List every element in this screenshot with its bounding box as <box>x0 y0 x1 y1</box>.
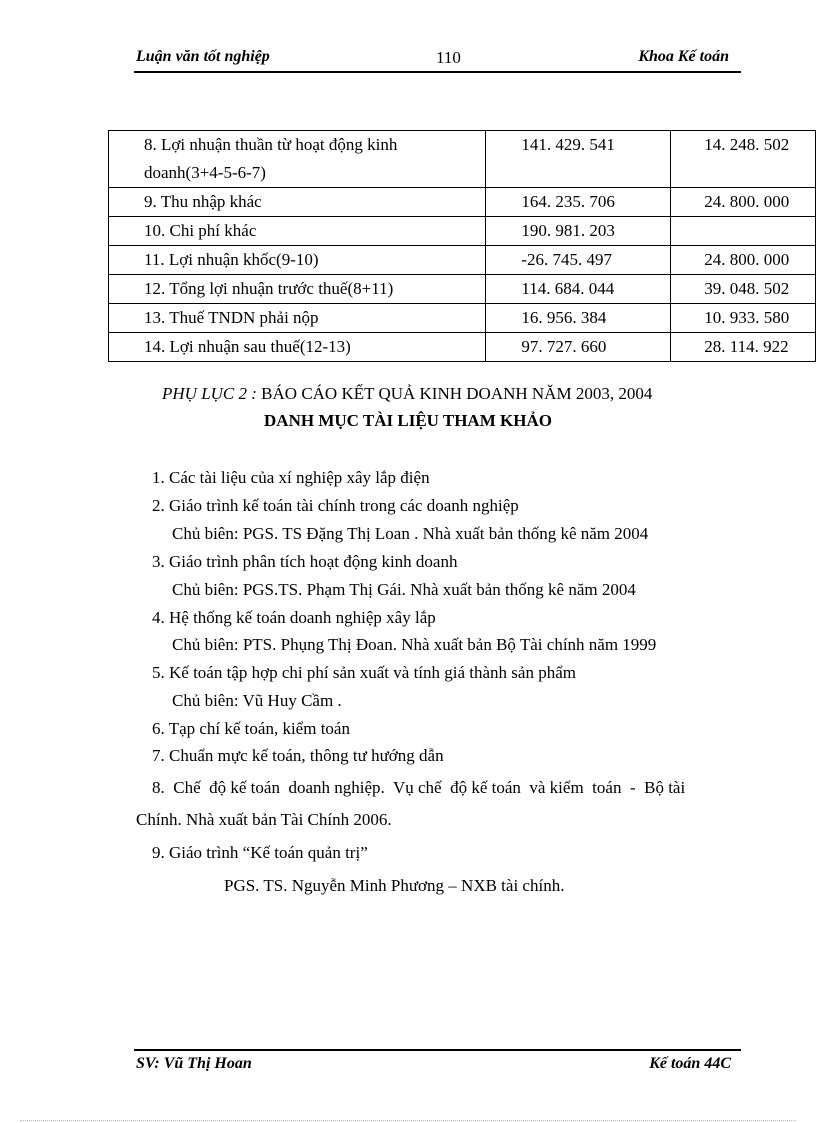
header-divider <box>134 71 741 73</box>
appendix-prefix: PHỤ LỤC 2 : <box>162 384 257 403</box>
value-2003: -26. 745. 497 <box>486 246 671 275</box>
value-2004: 39. 048. 502 <box>671 275 816 304</box>
list-item-continuation: Chính. Nhà xuất bản Tài Chính 2006. <box>136 810 392 829</box>
page-footer <box>134 1055 741 1079</box>
row-label: 9. Thu nhập khác <box>109 188 486 217</box>
row-label: 13. Thuế TNDN phải nộp <box>109 304 486 333</box>
appendix-caption <box>162 384 652 404</box>
row-label: 14. Lợi nhuận sau thuế(12-13) <box>109 333 486 362</box>
value-2003: 190. 981. 203 <box>486 217 671 246</box>
reference-editor: Chủ biên: PGS. TS Đặng Thị Loan . Nhà xuất bản thống kê năm 2004 <box>172 524 649 543</box>
value-2004: 24. 800. 000 <box>671 188 816 217</box>
value-2003: 97. 727. 660 <box>486 333 671 362</box>
references-title: DANH MỤC TÀI LIỆU THAM KHẢO <box>264 411 552 430</box>
list-item: 2. Giáo trình kế toán tài chính trong các doanh nghiệp <box>152 496 519 515</box>
page-number: 110 <box>436 48 461 67</box>
list-item: 8. Chế độ kế toán doanh nghiệp. Vụ chế độ kế toán và kiểm toán - Bộ tài <box>152 778 686 797</box>
footer-class: Kế toán 44C <box>649 1055 731 1072</box>
value-2004: 24. 800. 000 <box>671 246 816 275</box>
list-item: 4. Hệ thống kế toán doanh nghiệp xây lắp <box>152 608 436 627</box>
appendix-text: BÁO CÁO KẾT QUẢ KINH DOANH NĂM 2003, 2004 <box>256 384 653 403</box>
reference-editor: Chủ biên: PGS.TS. Phạm Thị Gái. Nhà xuất bản thống kê năm 2004 <box>172 580 636 599</box>
page-header <box>134 48 741 72</box>
table-row <box>109 188 816 217</box>
header-thesis-label: Luận văn tốt nghiệp <box>136 48 270 65</box>
value-2004: 28. 114. 922 <box>671 333 816 362</box>
value-2003: 164. 235. 706 <box>486 188 671 217</box>
table-row <box>109 304 816 333</box>
header-faculty: Khoa Kế toán <box>638 48 729 65</box>
value-2004: 14. 248. 502 <box>671 131 816 188</box>
table-row <box>109 333 816 362</box>
footer-student: SV: Vũ Thị Hoan <box>136 1055 252 1072</box>
value-2004 <box>671 217 816 246</box>
page-bottom-edge <box>20 1120 796 1121</box>
value-2004: 10. 933. 580 <box>671 304 816 333</box>
row-label: 10. Chi phí khác <box>109 217 486 246</box>
list-item: 5. Kế toán tập hợp chi phí sản xuất và tính giá thành sản phẩm <box>152 663 576 682</box>
row-label: 11. Lợi nhuận khốc(9-10) <box>109 246 486 275</box>
value-2003: 114. 684. 044 <box>486 275 671 304</box>
table-row <box>109 246 816 275</box>
table-row <box>109 217 816 246</box>
reference-editor: Chủ biên: PTS. Phụng Thị Đoan. Nhà xuất bản Bộ Tài chính năm 1999 <box>172 635 657 654</box>
value-2003: 141. 429. 541 <box>486 131 671 188</box>
table-row <box>109 131 816 188</box>
table-row <box>109 275 816 304</box>
row-label: 12. Tổng lợi nhuận trước thuế(8+11) <box>109 275 486 304</box>
reference-editor: Chủ biên: Vũ Huy Cầm . <box>172 691 342 710</box>
row-label: 8. Lợi nhuận thuần từ hoạt động kinh doanh(3+4-5-6-7) <box>109 131 486 188</box>
list-item: 7. Chuẩn mực kế toán, thông tư hướng dẫn <box>152 746 444 765</box>
value-2003: 16. 956. 384 <box>486 304 671 333</box>
income-statement-table <box>108 130 816 362</box>
list-item: 1. Các tài liệu của xí nghiệp xây lắp điện <box>152 468 430 487</box>
reference-author: PGS. TS. Nguyễn Minh Phương – NXB tài chính. <box>224 876 565 895</box>
list-item: 3. Giáo trình phân tích hoạt động kinh doanh <box>152 552 458 571</box>
list-item: 6. Tạp chí kế toán, kiểm toán <box>152 719 350 738</box>
list-item: 9. Giáo trình “Kế toán quản trị” <box>152 843 368 862</box>
footer-divider <box>134 1049 741 1051</box>
